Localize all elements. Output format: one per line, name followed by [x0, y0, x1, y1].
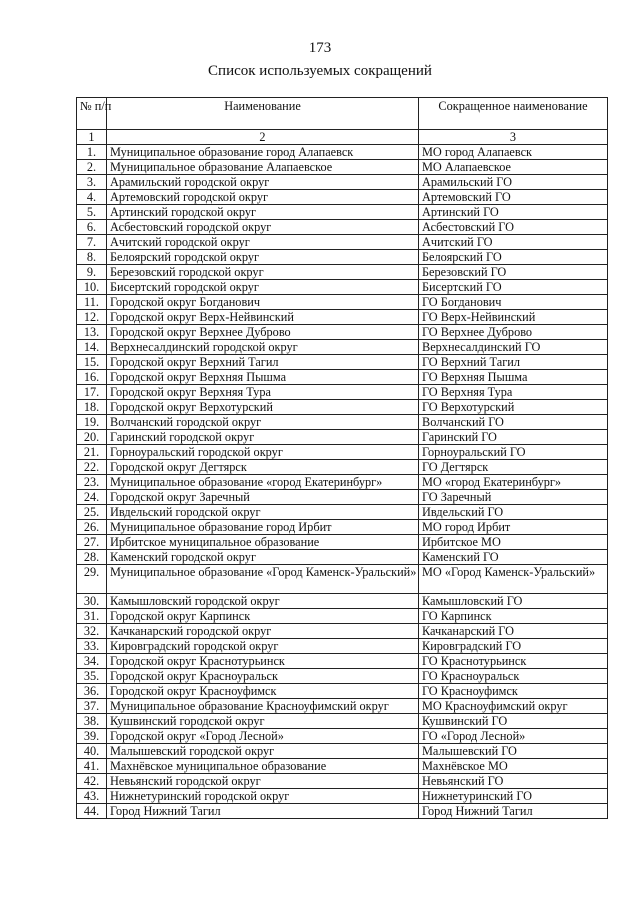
row-number: 17. — [77, 385, 107, 400]
table-row — [77, 295, 608, 310]
row-abbreviation: Белоярский ГО — [419, 250, 608, 265]
row-name: Городской округ Красноуральск — [107, 669, 419, 684]
row-number: 37. — [77, 699, 107, 714]
table-row — [77, 490, 608, 505]
table-row — [77, 400, 608, 415]
table-row — [77, 699, 608, 714]
row-abbreviation: Артемовский ГО — [419, 190, 608, 205]
row-number: 18. — [77, 400, 107, 415]
row-number: 13. — [77, 325, 107, 340]
row-abbreviation: Березовский ГО — [419, 265, 608, 280]
row-abbreviation: Волчанский ГО — [419, 415, 608, 430]
row-abbreviation: Ивдельский ГО — [419, 505, 608, 520]
row-abbreviation: ГО Верхняя Пышма — [419, 370, 608, 385]
row-abbreviation: Верхнесалдинский ГО — [419, 340, 608, 355]
row-number: 34. — [77, 654, 107, 669]
row-number: 21. — [77, 445, 107, 460]
table-row — [77, 430, 608, 445]
table-row — [77, 609, 608, 624]
row-name: Каменский городской округ — [107, 550, 419, 565]
table-row — [77, 220, 608, 235]
row-number: 4. — [77, 190, 107, 205]
row-name: Волчанский городской округ — [107, 415, 419, 430]
row-number: 14. — [77, 340, 107, 355]
row-abbreviation: Ирбитское МО — [419, 535, 608, 550]
row-abbreviation: Горноуральский ГО — [419, 445, 608, 460]
row-name: Городской округ Верхотурский — [107, 400, 419, 415]
row-abbreviation: ГО Верхотурский — [419, 400, 608, 415]
row-number: 6. — [77, 220, 107, 235]
table-row — [77, 475, 608, 490]
row-name: Городской округ Верхнее Дуброво — [107, 325, 419, 340]
row-name: Городской округ Заречный — [107, 490, 419, 505]
table-row — [77, 280, 608, 295]
row-number: 15. — [77, 355, 107, 370]
row-abbreviation: ГО Верхнее Дуброво — [419, 325, 608, 340]
row-name: Белоярский городской округ — [107, 250, 419, 265]
row-name: Асбестовский городской округ — [107, 220, 419, 235]
row-abbreviation: ГО Красноуральск — [419, 669, 608, 684]
row-number: 23. — [77, 475, 107, 490]
row-number: 40. — [77, 744, 107, 759]
row-number: 19. — [77, 415, 107, 430]
row-number: 3. — [77, 175, 107, 190]
row-number: 26. — [77, 520, 107, 535]
row-name: Бисертский городской округ — [107, 280, 419, 295]
table-header-row — [77, 98, 608, 130]
row-name: Горноуральский городской округ — [107, 445, 419, 460]
row-name: Качканарский городской округ — [107, 624, 419, 639]
row-number: 9. — [77, 265, 107, 280]
row-name: Махнёвское муниципальное образование — [107, 759, 419, 774]
row-number: 41. — [77, 759, 107, 774]
table-row — [77, 714, 608, 729]
row-name: Верхнесалдинский городской округ — [107, 340, 419, 355]
row-name: Гаринский городской округ — [107, 430, 419, 445]
row-name: Артинский городской округ — [107, 205, 419, 220]
row-number: 24. — [77, 490, 107, 505]
row-name: Муниципальное образование город Алапаевск — [107, 145, 419, 160]
row-name: Малышевский городской округ — [107, 744, 419, 759]
column-index: 3 — [419, 130, 608, 145]
abbreviations-table — [76, 97, 608, 819]
table-row — [77, 325, 608, 340]
row-number: 32. — [77, 624, 107, 639]
row-abbreviation: Город Нижний Тагил — [419, 804, 608, 819]
row-abbreviation: МО «город Екатеринбург» — [419, 475, 608, 490]
row-name: Кушвинский городской округ — [107, 714, 419, 729]
row-number: 39. — [77, 729, 107, 744]
row-name: Городской округ Краснотурьинск — [107, 654, 419, 669]
row-name: Городской округ Карпинск — [107, 609, 419, 624]
row-abbreviation: ГО Верх-Нейвинский — [419, 310, 608, 325]
column-index-row — [77, 130, 608, 145]
row-name: Городской округ Красноуфимск — [107, 684, 419, 699]
table-row — [77, 684, 608, 699]
table-row — [77, 250, 608, 265]
table-row — [77, 175, 608, 190]
row-number: 38. — [77, 714, 107, 729]
row-abbreviation: МО город Ирбит — [419, 520, 608, 535]
table-row — [77, 235, 608, 250]
row-name: Городской округ Верхняя Пышма — [107, 370, 419, 385]
table-body — [77, 145, 608, 819]
table-row — [77, 205, 608, 220]
row-abbreviation: Камышловский ГО — [419, 594, 608, 609]
row-abbreviation: ГО Заречный — [419, 490, 608, 505]
page-number: 173 — [308, 40, 332, 56]
row-name: Муниципальное образование Красноуфимский округ — [107, 699, 419, 714]
table-row — [77, 565, 608, 594]
row-name: Кировградский городской округ — [107, 639, 419, 654]
row-abbreviation: Малышевский ГО — [419, 744, 608, 759]
table-row — [77, 594, 608, 609]
row-abbreviation: ГО «Город Лесной» — [419, 729, 608, 744]
row-name: Муниципальное образование «Город Каменск-Уральский» — [107, 565, 419, 594]
table-row — [77, 774, 608, 789]
row-abbreviation: МО Красноуфимский округ — [419, 699, 608, 714]
row-abbreviation: Арамильский ГО — [419, 175, 608, 190]
table-row — [77, 370, 608, 385]
row-number: 20. — [77, 430, 107, 445]
row-abbreviation: ГО Верхний Тагил — [419, 355, 608, 370]
row-abbreviation: Невьянский ГО — [419, 774, 608, 789]
table-row — [77, 460, 608, 475]
header-number: № п/п — [77, 98, 107, 130]
row-abbreviation: Асбестовский ГО — [419, 220, 608, 235]
row-abbreviation: Кушвинский ГО — [419, 714, 608, 729]
row-abbreviation: Махнёвское МО — [419, 759, 608, 774]
row-abbreviation: Каменский ГО — [419, 550, 608, 565]
table-row — [77, 639, 608, 654]
table-row — [77, 624, 608, 639]
table-row — [77, 505, 608, 520]
row-number: 29. — [77, 565, 107, 594]
row-abbreviation: Бисертский ГО — [419, 280, 608, 295]
row-name: Ачитский городской округ — [107, 235, 419, 250]
table-row — [77, 804, 608, 819]
table-row — [77, 310, 608, 325]
row-number: 7. — [77, 235, 107, 250]
row-number: 11. — [77, 295, 107, 310]
row-abbreviation: МО «Город Каменск-Уральский» — [419, 565, 608, 594]
table-row — [77, 759, 608, 774]
row-number: 33. — [77, 639, 107, 654]
table-row — [77, 520, 608, 535]
row-number: 44. — [77, 804, 107, 819]
table-row — [77, 729, 608, 744]
column-index: 2 — [107, 130, 419, 145]
row-number: 28. — [77, 550, 107, 565]
table-row — [77, 535, 608, 550]
row-name: Городской округ Верхний Тагил — [107, 355, 419, 370]
row-abbreviation: Нижнетуринский ГО — [419, 789, 608, 804]
row-number: 8. — [77, 250, 107, 265]
row-number: 1. — [77, 145, 107, 160]
row-name: Ивдельский городской округ — [107, 505, 419, 520]
table-row — [77, 190, 608, 205]
row-abbreviation: ГО Краснотурьинск — [419, 654, 608, 669]
document-title: Список используемых сокращений — [208, 63, 432, 79]
column-index: 1 — [77, 130, 107, 145]
row-number: 42. — [77, 774, 107, 789]
row-name: Город Нижний Тагил — [107, 804, 419, 819]
row-name: Камышловский городской округ — [107, 594, 419, 609]
table-row — [77, 340, 608, 355]
table-row — [77, 415, 608, 430]
row-abbreviation: Артинский ГО — [419, 205, 608, 220]
table-row — [77, 550, 608, 565]
row-abbreviation: ГО Верхняя Тура — [419, 385, 608, 400]
row-name: Городской округ «Город Лесной» — [107, 729, 419, 744]
row-name: Городской округ Верхняя Тура — [107, 385, 419, 400]
row-name: Ирбитское муниципальное образование — [107, 535, 419, 550]
table-row — [77, 145, 608, 160]
table-row — [77, 355, 608, 370]
row-abbreviation: МО Алапаевское — [419, 160, 608, 175]
row-number: 27. — [77, 535, 107, 550]
row-number: 2. — [77, 160, 107, 175]
row-abbreviation: Качканарский ГО — [419, 624, 608, 639]
row-name: Нижнетуринский городской округ — [107, 789, 419, 804]
row-name: Невьянский городской округ — [107, 774, 419, 789]
row-number: 31. — [77, 609, 107, 624]
row-number: 12. — [77, 310, 107, 325]
header-abbreviation: Сокращенное наименование — [419, 98, 608, 130]
row-abbreviation: Ачитский ГО — [419, 235, 608, 250]
row-number: 25. — [77, 505, 107, 520]
row-number: 16. — [77, 370, 107, 385]
row-name: Арамильский городской округ — [107, 175, 419, 190]
row-number: 22. — [77, 460, 107, 475]
row-abbreviation: ГО Дегтярск — [419, 460, 608, 475]
table-row — [77, 445, 608, 460]
table-row — [77, 744, 608, 759]
header-name: Наименование — [107, 98, 419, 130]
row-abbreviation: ГО Богданович — [419, 295, 608, 310]
row-name: Городской округ Дегтярск — [107, 460, 419, 475]
table-row — [77, 654, 608, 669]
row-name: Березовский городской округ — [107, 265, 419, 280]
row-name: Муниципальное образование «город Екатеринбург» — [107, 475, 419, 490]
row-abbreviation: ГО Красноуфимск — [419, 684, 608, 699]
row-number: 10. — [77, 280, 107, 295]
table-row — [77, 669, 608, 684]
table-row — [77, 385, 608, 400]
row-name: Городской округ Богданович — [107, 295, 419, 310]
table-row — [77, 265, 608, 280]
table-row — [77, 789, 608, 804]
row-abbreviation: Кировградский ГО — [419, 639, 608, 654]
row-number: 43. — [77, 789, 107, 804]
row-name: Муниципальное образование город Ирбит — [107, 520, 419, 535]
row-abbreviation: Гаринский ГО — [419, 430, 608, 445]
row-number: 35. — [77, 669, 107, 684]
row-abbreviation: ГО Карпинск — [419, 609, 608, 624]
row-name: Городской округ Верх-Нейвинский — [107, 310, 419, 325]
row-number: 5. — [77, 205, 107, 220]
row-number: 30. — [77, 594, 107, 609]
row-number: 36. — [77, 684, 107, 699]
row-name: Муниципальное образование Алапаевское — [107, 160, 419, 175]
row-name: Артемовский городской округ — [107, 190, 419, 205]
table-row — [77, 160, 608, 175]
row-abbreviation: МО город Алапаевск — [419, 145, 608, 160]
